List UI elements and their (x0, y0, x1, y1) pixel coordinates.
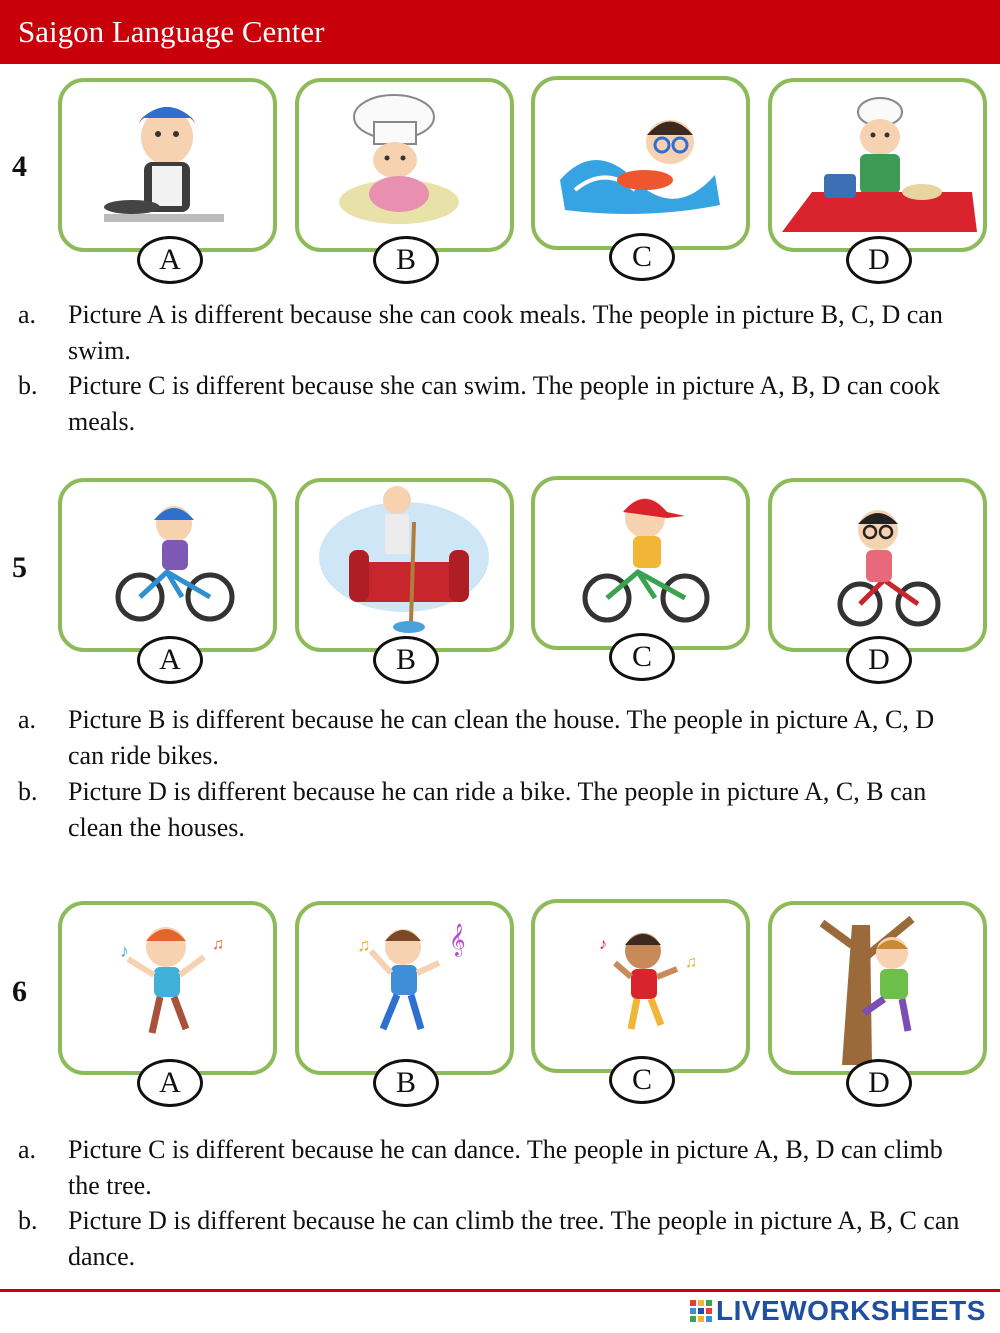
picture-card-4c[interactable] (531, 76, 750, 250)
option-letter: a. (18, 705, 37, 734)
question-number: 4 (12, 150, 27, 183)
question-number: 5 (12, 551, 27, 584)
boy-cleaning-house-icon (299, 482, 510, 648)
svg-text:𝄞: 𝄞 (449, 925, 466, 956)
option-letter: b. (18, 1206, 38, 1235)
letter-circle-4d: D (846, 236, 912, 284)
chef-girl-mixing-icon (299, 82, 510, 248)
option-text: Picture A is different because she can cook meals. The people in picture B, C, D can swim. (68, 300, 943, 365)
picture-card-6b[interactable] (295, 901, 514, 1075)
letter-circle-6c: C (609, 1056, 675, 1104)
option-text: Picture D is different because he can ride a bike. The people in picture A, C, B can clean the houses. (68, 777, 927, 842)
option-6b[interactable] (18, 1203, 988, 1275)
option-text: Picture C is different because he can dance. The people in picture A, B, D can climb the tree. (68, 1135, 943, 1200)
picture-card-5d[interactable] (768, 478, 987, 652)
logo-grid-icon (690, 1300, 712, 1322)
letter-circle-5a: A (137, 636, 203, 684)
option-text: Picture B is different because he can clean the house. The people in picture A, C, D can ride bikes. (68, 705, 935, 770)
letter-circle-6d: D (846, 1059, 912, 1107)
option-4b[interactable] (18, 368, 988, 440)
header-title: Saigon Language Center (18, 14, 325, 49)
header-bar (0, 0, 1000, 64)
question-number: 6 (12, 975, 27, 1008)
option-letter: b. (18, 777, 38, 806)
svg-text:♪: ♪ (599, 936, 607, 953)
picture-card-5a[interactable] (58, 478, 277, 652)
boy-dancing-music-icon (299, 905, 510, 1071)
option-letter: a. (18, 300, 37, 329)
option-5b[interactable] (18, 774, 988, 846)
letter-circle-4b: B (373, 236, 439, 284)
letter-circle-4a: A (137, 236, 203, 284)
picture-card-6c[interactable] (531, 899, 750, 1073)
girl-swimming-icon (535, 80, 746, 246)
svg-text:♫: ♫ (685, 954, 697, 971)
letter-circle-4c: C (609, 233, 675, 281)
boy-dancing-icon (62, 905, 273, 1071)
option-5a[interactable] (18, 702, 988, 774)
svg-text:♫: ♫ (212, 936, 224, 953)
option-letter: a. (18, 1135, 37, 1164)
girl-cooking-icon (62, 82, 273, 248)
picture-card-4a[interactable] (58, 78, 277, 252)
footer-divider (0, 1289, 1000, 1292)
svg-text:♪: ♪ (120, 941, 129, 961)
boy-riding-bike-icon (62, 482, 273, 648)
picture-card-5b[interactable] (295, 478, 514, 652)
picture-card-5c[interactable] (531, 476, 750, 650)
logo-text: LIVEWORKSHEETS (716, 1295, 986, 1326)
option-6a[interactable] (18, 1132, 988, 1204)
picture-card-4d[interactable] (768, 78, 987, 252)
svg-text:♫: ♫ (357, 935, 371, 955)
boy-dancing-notes-icon (535, 903, 746, 1069)
girl-cooking-table-icon (772, 82, 983, 248)
boy-climbing-tree-icon (772, 905, 983, 1071)
boy-riding-bike-glasses-icon (772, 482, 983, 648)
option-text: Picture C is different because she can swim. The people in picture A, B, D can cook meals. (68, 371, 940, 436)
picture-card-6d[interactable] (768, 901, 987, 1075)
letter-circle-6a: A (137, 1059, 203, 1107)
letter-circle-5b: B (373, 636, 439, 684)
option-text: Picture D is different because he can climb the tree. The people in picture A, B, C can dance. (68, 1206, 960, 1271)
boy-riding-bike-cap-icon (535, 480, 746, 646)
picture-card-4b[interactable] (295, 78, 514, 252)
footer-logo[interactable] (690, 1295, 995, 1327)
option-4a[interactable] (18, 297, 988, 369)
picture-card-6a[interactable] (58, 901, 277, 1075)
letter-circle-5d: D (846, 636, 912, 684)
option-letter: b. (18, 371, 38, 400)
letter-circle-5c: C (609, 633, 675, 681)
letter-circle-6b: B (373, 1059, 439, 1107)
